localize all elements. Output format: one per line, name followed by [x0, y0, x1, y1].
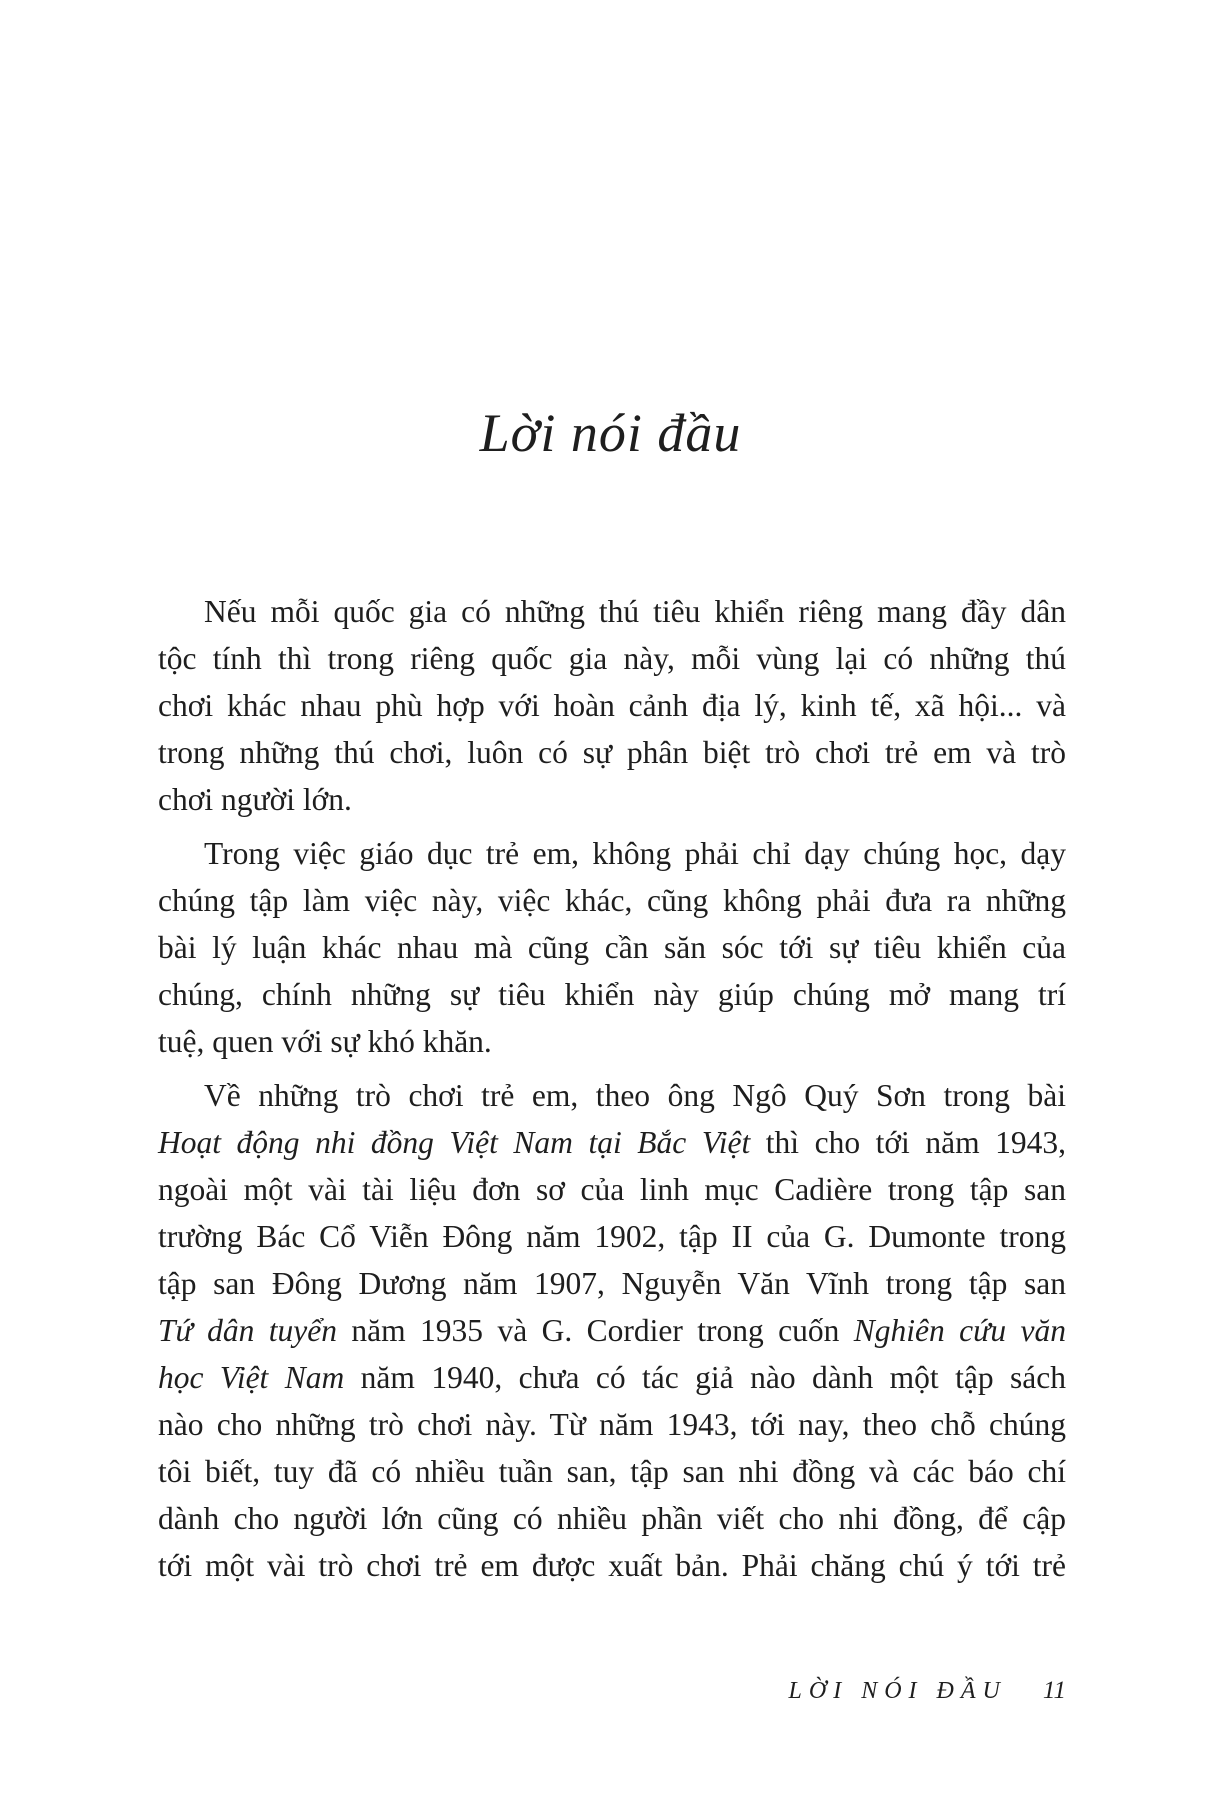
text-line: Trong việc giáo dục trẻ em, không phải chỉ dạy chúng học, dạy [204, 836, 1066, 871]
text-line: trường Bác Cổ Viễn Đông năm 1902, tập II của G. Dumonte trong [158, 1219, 1066, 1254]
text-run: năm 1935 và G. Cordier trong cuốn [336, 1313, 854, 1348]
text-line: tuệ, quen với sự khó khăn. [158, 1024, 492, 1059]
body-text [158, 588, 1066, 1596]
italic-title: Nghiên cứu văn [853, 1313, 1066, 1348]
text-run: năm 1940, chưa có tác giả nào dành một tập sách [344, 1360, 1066, 1395]
text-line: Nếu mỗi quốc gia có những thú tiêu khiển riêng mang đầy dân [204, 594, 1066, 629]
text-line: bài lý luận khác nhau mà cũng cần săn sóc tới sự tiêu khiển của [158, 930, 1066, 965]
italic-title: Hoạt động nhi đồng Việt Nam tại Bắc Việt [158, 1125, 751, 1160]
text-line [158, 1307, 1066, 1354]
text-line: trong những thú chơi, luôn có sự phân biệt trò chơi trẻ em và trò [158, 735, 1066, 770]
running-footer [0, 1676, 1066, 1706]
paragraph-2 [158, 830, 1066, 1065]
text-line: tới một vài trò chơi trẻ em được xuất bản. Phải chăng chú ý tới trẻ [158, 1548, 1066, 1583]
text-line: tập san Đông Dương năm 1907, Nguyễn Văn Vĩnh trong tập san [158, 1266, 1066, 1301]
text-line: dành cho người lớn cũng có nhiều phần viết cho nhi đồng, để cập [158, 1501, 1066, 1536]
page-title: Lời nói đầu [479, 403, 742, 463]
text-line: Về những trò chơi trẻ em, theo ông Ngô Quý Sơn trong bài [204, 1078, 1066, 1113]
paragraph-3 [158, 1072, 1066, 1589]
text-line: chơi khác nhau phù hợp với hoàn cảnh địa lý, kinh tế, xã hội... và [158, 688, 1066, 723]
text-line [158, 1119, 1066, 1166]
text-line: tôi biết, tuy đã có nhiều tuần san, tập san nhi đồng và các báo chí [158, 1454, 1066, 1489]
text-line [158, 1354, 1066, 1401]
text-line: chúng tập làm việc này, việc khác, cũng không phải đưa ra những [158, 883, 1066, 918]
paragraph-1 [158, 588, 1066, 823]
italic-title: học Việt Nam [158, 1360, 345, 1395]
text-line: ngoài một vài tài liệu đơn sơ của linh mục Cadière trong tập san [158, 1172, 1066, 1207]
footer-running-title: LỜI NÓI ĐẦU [788, 1678, 1007, 1704]
text-run: thì cho tới năm 1943, [750, 1125, 1066, 1160]
italic-title: Tứ dân tuyển [158, 1313, 337, 1348]
text-line: tộc tính thì trong riêng quốc gia này, mỗi vùng lại có những thú [158, 641, 1066, 676]
text-line: chúng, chính những sự tiêu khiển này giúp chúng mở mang trí [158, 977, 1066, 1012]
text-line: chơi người lớn. [158, 782, 352, 817]
text-line: nào cho những trò chơi này. Từ năm 1943, tới nay, theo chỗ chúng [158, 1407, 1066, 1442]
page-number: 11 [1042, 1677, 1066, 1704]
